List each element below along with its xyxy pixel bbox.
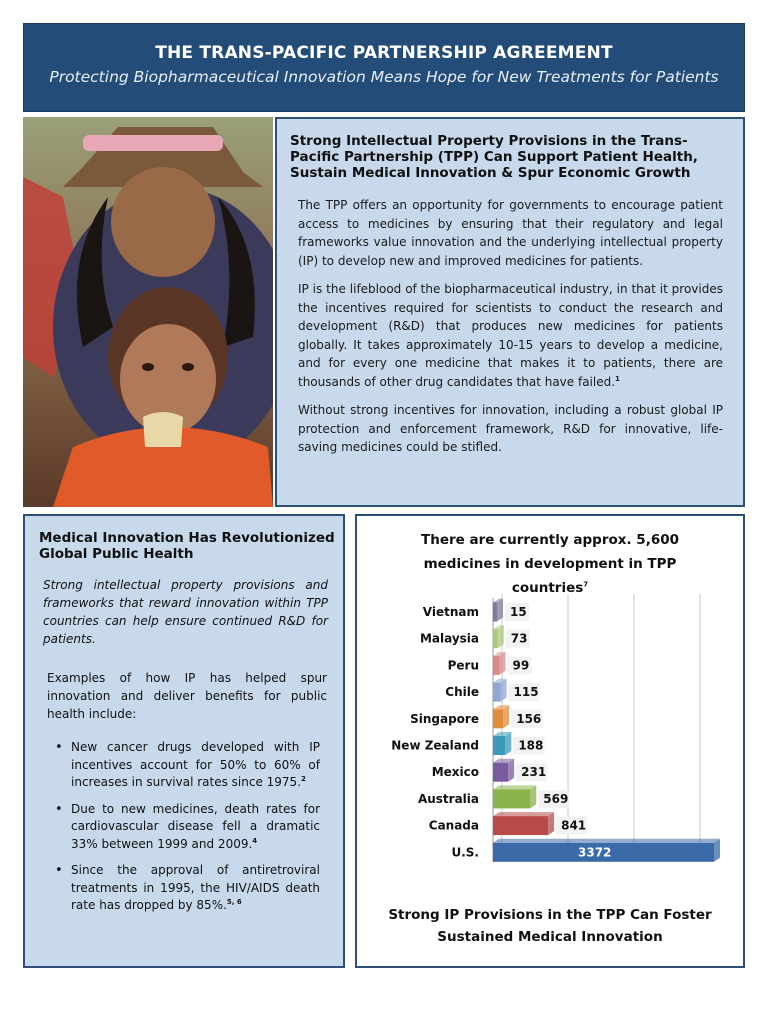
list-item-text: Due to new medicines, death rates for cardiovascular disease fell a dramatic 33% between 1999 and 2009. — [71, 801, 320, 851]
chart-bar-top — [493, 785, 536, 789]
photo-woman-and-child — [23, 117, 273, 507]
footnote-ref: 7 — [583, 580, 589, 589]
chart-bar-top — [493, 839, 720, 843]
tpp-ip-section — [275, 117, 745, 507]
page-title: THE TRANS-PACIFIC PARTNERSHIP AGREEMENT — [155, 43, 613, 63]
footnote-ref: 4 — [252, 836, 258, 845]
chart-category-label: Malaysia — [419, 631, 479, 646]
chart-data-label: 3372 — [578, 845, 612, 860]
chart-bar — [493, 629, 498, 648]
tpp-ip-heading: Strong Intellectual Property Provisions in the Trans-Pacific Partnership (TPP) Can Support Patient Health, Sustain Medical Innovation & Spur Economic Growth — [290, 133, 698, 181]
list-item-text: New cancer drugs developed with IP incentives account for 50% to 60% of increases in survival rates since 1975. — [71, 740, 320, 789]
chart-bar-side — [508, 759, 514, 782]
list-item — [55, 801, 320, 854]
chart-category-label: Canada — [428, 818, 479, 833]
chart-data-label: 841 — [561, 818, 587, 833]
page-subtitle: Protecting Biopharmaceutical Innovation Means Hope for New Treatments for Patients — [49, 68, 719, 86]
chart-data-label: 115 — [513, 685, 539, 700]
chart-category-label: Australia — [417, 791, 479, 806]
chart-category-label: New Zealand — [391, 738, 479, 753]
chart-category-label: Chile — [445, 685, 479, 700]
chart-bar-side — [503, 705, 509, 728]
tpp-ip-paragraph-2 — [298, 280, 723, 391]
chart-data-label: 231 — [521, 765, 547, 780]
chart-bar — [493, 683, 501, 702]
chart-data-label: 569 — [543, 791, 569, 806]
chart-bar — [493, 736, 505, 755]
chart-bar-top — [493, 812, 554, 816]
medical-innovation-heading: Medical Innovation Has Revolutionized Global Public Health — [39, 530, 335, 562]
tpp-ip-paragraph-3: Without strong incentives for innovation, including a robust global IP protection and enforcement framework, R&D for innovative, life-saving medicines could be stifled. — [298, 403, 723, 454]
chart-bar-side — [497, 599, 503, 622]
page-header — [23, 23, 745, 112]
chart-bar-side — [499, 652, 505, 675]
chart-bar-side — [498, 625, 504, 648]
chart-bar-side — [548, 812, 554, 835]
list-item — [55, 739, 320, 792]
list-item — [55, 862, 320, 915]
tpp-ip-paragraph-2-text: IP is the lifeblood of the biopharmaceutical industry, in that it provides the incentives required for scientists to conduct the research and development (R&D) that produces new medicines for patients globally. It takes approximately 10-15 years to develop a medicine, and for every one medicine that makes it to patients, there are thousands of other drug candidates that have failed. — [298, 282, 723, 389]
chart-category-label: Vietnam — [422, 605, 479, 619]
medical-innovation-intro: Strong intellectual property provisions and frameworks that reward innovation within TPP countries can help ensure continued R&D for patients. — [43, 578, 328, 646]
chart-category-label: Mexico — [431, 765, 479, 780]
tpp-ip-paragraph-1: The TPP offers an opportunity for governments to encourage patient access to medicines by ensuring that their regulatory and legal frameworks value innovation and the underlying intellectual property (IP) to develop new and improved medicines for patients. — [298, 198, 723, 268]
chart-bar — [493, 709, 503, 728]
chart-bar — [493, 656, 499, 675]
list-item-text: Since the approval of antiretroviral treatments in 1995, the HIV/AIDS death rate has dropped by 85%. — [71, 863, 320, 912]
chart-data-label: 188 — [518, 738, 544, 753]
chart-data-label: 99 — [512, 658, 530, 673]
chart-bar-side — [714, 839, 720, 862]
examples-intro: Examples of how IP has helped spur innovation and deliver benefits for public health include: — [47, 671, 327, 721]
chart-bar — [493, 789, 530, 808]
chart-bar — [493, 763, 508, 782]
chart-data-label: 15 — [510, 605, 527, 619]
chart-category-label: Singapore — [410, 711, 479, 726]
chart-bar — [493, 603, 497, 622]
chart-data-label: 156 — [516, 711, 542, 726]
chart-bar-side — [530, 785, 536, 808]
tpp-ip-body — [298, 196, 723, 467]
chart-data-label: 73 — [510, 631, 528, 646]
footnote-ref: 5, 6 — [226, 898, 242, 906]
chart-bar-side — [501, 679, 507, 702]
chart-category-label: U.S. — [451, 845, 479, 860]
examples-list — [55, 739, 320, 924]
chart-bar — [493, 816, 548, 835]
chart-footer: Strong IP Provisions in the TPP Can Foster Sustained Medical Innovation — [388, 907, 712, 945]
footnote-ref: 2 — [301, 775, 306, 783]
chart-bar-side — [505, 732, 511, 755]
footnote-ref: 1 — [615, 374, 620, 383]
medical-innovation-section — [23, 514, 345, 968]
chart-title-text: There are currently approx. 5,600 medicines in development in TPP countries — [421, 532, 679, 596]
chart-category-label: Peru — [447, 658, 479, 673]
medicines-chart-section — [355, 514, 745, 968]
chart-title — [357, 528, 743, 600]
